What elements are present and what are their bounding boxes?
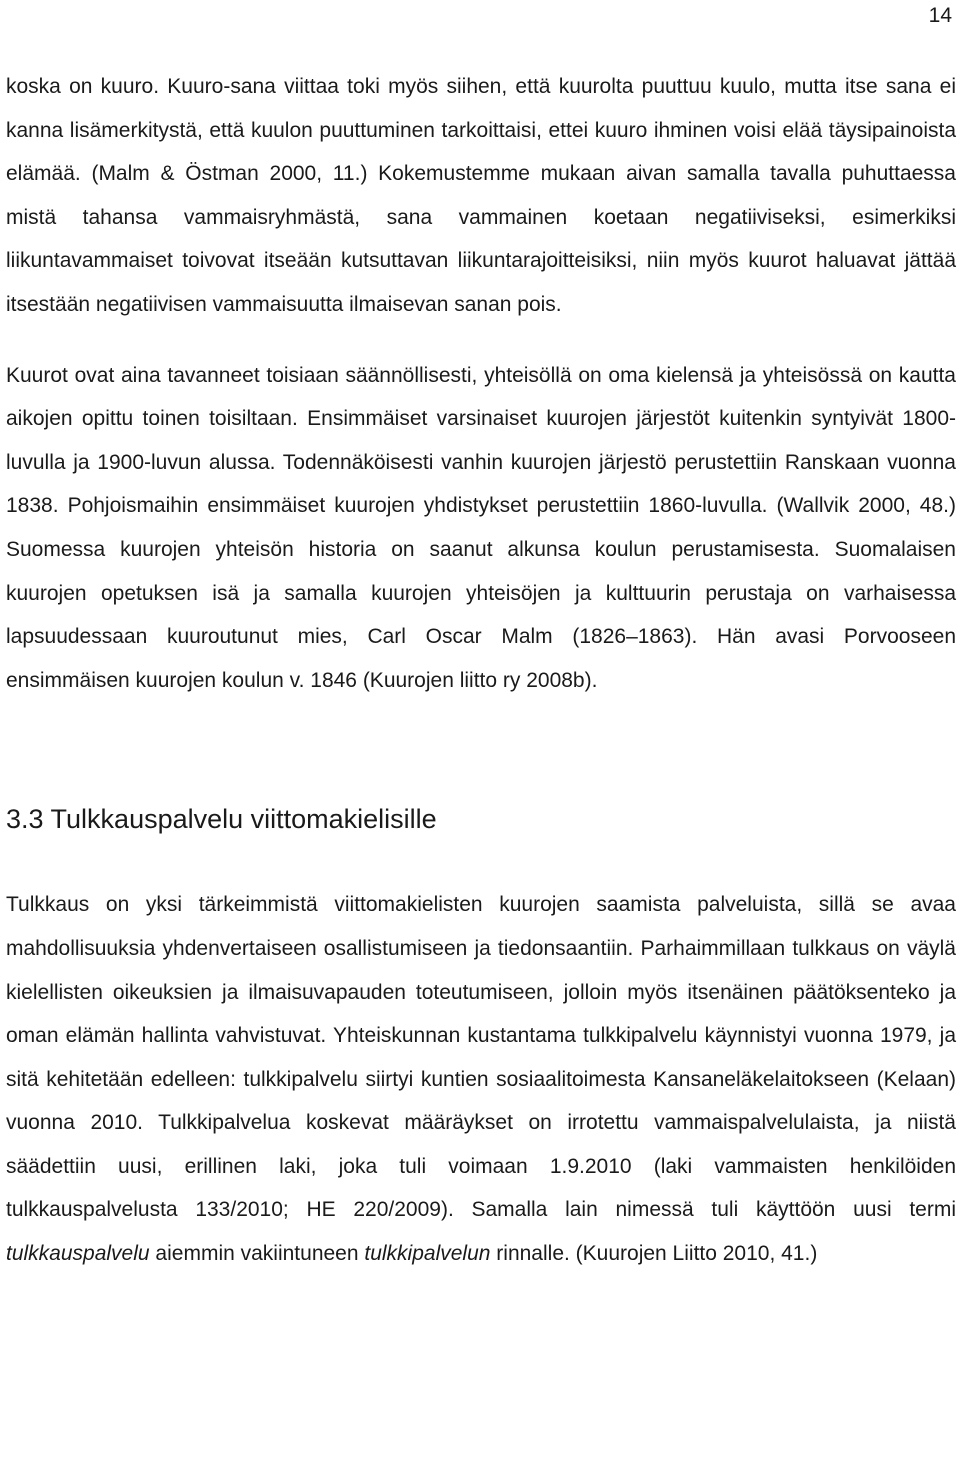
- term-tulkkipalvelun: tulkkipalvelun: [364, 1242, 491, 1266]
- paragraph-deaf-history: Kuurot ovat aina tavanneet toisiaan säännöllisesti, yhteisöllä on oma kielensä ja yhteisössä on kautta aikojen opittu toinen toisiltaan. Ensimmäiset varsinaiset kuurojen järjestöt kuitenkin syntyivät 1800-luvulla ja 1900-luvun alussa. Todennäköisesti vanhin kuurojen järjestö perustettiin Ranskaan vuonna 1838. Pohjoismaihin ensimmäiset kuurojen yhdistykset perustettiin 1860-luvulla. (Wallvik 2000, 48.) Suomessa kuurojen yhteisön historia on saanut alkunsa koulun perustamisesta. Suomalaisen kuurojen opetuksen isä ja samalla kuurojen yhteisöjen ja kulttuurin perustaja on varhaisessa lapsuudessaan kuuroutunut mies, Carl Oscar Malm (1826–1863). Hän avasi Porvooseen ensimmäisen kuurojen koulun v. 1846 (Kuurojen liitto ry 2008b).: [6, 363, 956, 692]
- paragraph-text-part3: rinnalle. (Kuurojen Liitto 2010, 41.): [490, 1242, 818, 1266]
- paragraph-interpreting-service: [6, 883, 956, 1275]
- page-number: 14: [928, 4, 952, 27]
- term-tulkkauspalvelu: tulkkauspalvelu: [6, 1242, 150, 1266]
- page-body: [6, 65, 956, 1276]
- paragraph-text-part1: Tulkkaus on yksi tärkeimmistä viittomakielisten kuurojen saamista palveluista, sillä se avaa mahdollisuuksia yhdenvertaiseen osallistumiseen ja tiedonsaantiin. Parhaimmillaan tulkkaus on väylä kielellisten oikeuksien ja ilmaisuvapauden toteutumiseen, jolloin myös itsenäinen päätöksenteko ja oman elämän hallinta vahvistuvat. Yhteiskunnan kustantama tulkkipalvelu käynnistyi vuonna 1979, ja sitä kehitetään edelleen: tulkkipalvelu siirtyi kuntien sosiaalitoimesta Kansaneläkelaitokseen (Kelaan) vuonna 2010. Tulkkipalvelua koskevat määräykset on irrotettu vammaispalvelulaista, ja niistä säädettiin uusi, erillinen laki, joka tuli voimaan 1.9.2010 (laki vammaisten henkilöiden tulkkauspalvelusta 133/2010; HE 220/2009). Samalla lain nimessä tuli käyttöön uusi termi: [6, 893, 956, 1222]
- section-heading: 3.3 Tulkkauspalvelu viittomakielisille: [6, 804, 437, 835]
- paragraph-text-part2: aiemmin vakiintuneen: [149, 1242, 365, 1266]
- paragraph-kuuro-term: koska on kuuro. Kuuro-sana viittaa toki myös siihen, että kuurolta puuttuu kuulo, mutta itse sana ei kanna lisämerkitystä, että kuulon puuttuminen tarkoittaisi, ettei kuuro ihminen voisi elää täysipainoista elämää. (Malm & Östman 2000, 11.) Kokemustemme mukaan aivan samalla tavalla puhuttaessa mistä tahansa vammaisryhmästä, sana vammainen koetaan negatiiviseksi, esimerkiksi liikuntavammaiset toivovat itseään kutsuttavan liikuntarajoitteisiksi, niin myös kuurot haluavat jättää itsestään negatiivisen vammaisuutta ilmaisevan sanan pois.: [6, 75, 956, 316]
